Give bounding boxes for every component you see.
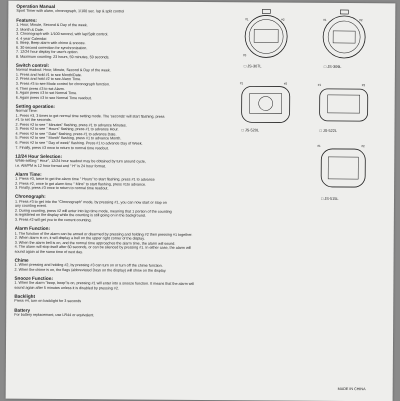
- svg-text:#2: #2: [361, 144, 365, 149]
- svg-text:#2: #2: [361, 83, 366, 88]
- section-line: 1. Press #3, 3 times to get normal time setting mode. The 'seconds' will start flashing, press: [15, 113, 165, 119]
- watch-models: [235, 6, 388, 207]
- svg-text:#1: #1: [245, 17, 249, 22]
- section-line: 5. Press #2 to see " Month" flashing, press #1 to advance Month.: [15, 136, 122, 141]
- svg-text:#2: #2: [281, 17, 285, 22]
- section-line: While setting " Hour", 12/24 hour readout may be obtained by turn around cycle,: [15, 158, 146, 164]
- section-line: i.e. AM/PM is 12 hour format and " H" is 24 hour format.: [15, 163, 107, 168]
- svg-text:#3: #3: [243, 53, 247, 58]
- stopwatch-icon: [315, 141, 371, 195]
- section-heading: 12/24 Hour Selection:: [15, 153, 63, 159]
- stopwatch-icon: [240, 8, 292, 60]
- stopwatch-icon: [318, 9, 370, 61]
- section-line: 2. Press #2 to see " Minutes" flashing, press #1 to advance Minutes.: [15, 122, 127, 128]
- section-line: 3. Chronograph with 1/100 second, with lap/Split control.: [16, 31, 109, 37]
- section-line: 2. When the chime is on, the flags (abbreviated Days on the display) will show on the display.: [14, 267, 167, 273]
- svg-text:#1: #1: [323, 17, 327, 22]
- section-line: 6. 30 second correction for synchronization.: [16, 45, 88, 50]
- section-line: 2. Press and hold #2 to see Alarm Time.: [15, 77, 82, 82]
- section-line: sound again after 5 minutes unless it is disabled by pressing #2.: [14, 285, 119, 291]
- watch-label: □ JS-522L: [319, 128, 338, 133]
- section-line: 3. Finally, press #3 once to return to normal time readout.: [15, 185, 109, 191]
- section-line: For battery replacement, use LR44 or equivalent.: [14, 312, 95, 318]
- watch-label: □ JS-520L: [241, 128, 260, 133]
- section-line: Press #4, turn on backlight for 3 seconds: [14, 299, 82, 304]
- section-line: 4. The alarm will stop itself after 60 seconds, or can be silenced by pressing #1. In either case, the alarm will: [14, 244, 192, 251]
- section-line: 2. Month & Date.: [16, 27, 44, 32]
- watch-label: □ JS-309L: [323, 64, 342, 69]
- section-line: 2. When alarm is on, it will display a bell on the upper right corner of the display.: [14, 235, 145, 241]
- section-line: 1. Press #3 to get into the "Chronograph" mode, by pressing #1, you can now start or stop on: [14, 199, 167, 205]
- section-line: 7. Finally, press #3 once to return to normal time readout.: [15, 145, 109, 150]
- section-heading: Chime: [14, 257, 29, 263]
- section-line: sound again at the same time of next day.: [14, 249, 83, 254]
- section-line: 3. When the alarm bell is on, and the normal time approaches the alarm time, the alarm will sound.: [14, 240, 176, 246]
- section-heading: Snooze Function:: [14, 275, 54, 281]
- svg-text:#1: #1: [239, 81, 244, 86]
- section-heading: Alarm Function:: [14, 225, 51, 232]
- section-line: is registered on the display while the counting is still going on in the background.: [14, 213, 146, 219]
- watch-label: □ JS-307L: [243, 64, 262, 69]
- section-line: any counting event.: [14, 204, 47, 209]
- section-line: 1. When pressing and holding #2, by pressing #3 can turn on or turn off the chime function.: [14, 262, 163, 269]
- section-line: #1 to set the seconds.: [15, 117, 52, 123]
- section-heading: Battery: [14, 307, 31, 313]
- section-line: Normal readout: Hour, Minute, Second & Day of the week.: [15, 68, 111, 73]
- manual-intro: Sport Timer with alarm, chronograph, 1/100 sec. lap & split control: [16, 9, 125, 14]
- section-line: 3. Press #2 will get you to the current counting.: [14, 217, 92, 223]
- section-heading: Setting operation:: [15, 103, 55, 109]
- section-line: 1. Press and hold #1 to see Month/Date.: [15, 72, 82, 78]
- section-heading: Alarm Time:: [15, 171, 42, 177]
- section-line: 5. Again press #3 to set Normal Time.: [15, 90, 78, 96]
- section-line: 3. Press #3 to see Mode control for chronograph function.: [15, 81, 110, 87]
- manual-title: Operation Manual: [16, 3, 56, 9]
- section-line: 4. Press #2 to see " Date" flashing, press #1 to advance Date.: [15, 131, 117, 137]
- manual-sheet: [6, 1, 396, 401]
- manual-text: [14, 4, 248, 319]
- svg-text:#1: #1: [317, 82, 322, 87]
- section-line: 4. 4 year Calendar.: [16, 36, 48, 41]
- section-line: 1. Hour, Minute, Second & Day of the week.: [16, 22, 88, 28]
- svg-text:#2: #2: [359, 18, 363, 23]
- section-heading: Switch control:: [15, 62, 50, 68]
- section-line: 1. Press #3, twice to get the alarm time " Hours" to start flashing, press #1 to advance: [15, 176, 155, 182]
- section-heading: Features:: [16, 17, 37, 23]
- section-line: 6. Press #2 to see " Day of week" flashing. Press #1 to advance Day of Week.: [15, 140, 143, 146]
- section-line: 2. Press #2, once to get alarm time " Mins" to start flashing, press #1to advance.: [15, 181, 147, 187]
- section-line: 6. Again press #3 to see Normal Time readout.: [15, 95, 92, 100]
- section-line: 1. When the alarm "beep, beep"is on, pressing #1 will enter into a snooze function. It means that the alarm will: [14, 281, 194, 287]
- section-heading: Backlight: [14, 293, 36, 299]
- stopwatch-icon: [316, 77, 372, 129]
- section-line: 2. During counting, press #2 will enter into lap time mode, meaning that 1 portion of the counting: [14, 208, 172, 214]
- section-line: 1. The function of the alarm can be armed or disarmed by pressing and holding #2 then pressing #1 together.: [14, 231, 193, 237]
- section-line: 4. Then press #3 to set Alarm.: [15, 86, 65, 91]
- manual-sections: [14, 17, 248, 319]
- section-line: 7. 12/24 hour display for user's option.: [16, 49, 79, 55]
- section-line: 5. Beep, Beep alarm with chime & snooze.: [16, 40, 86, 46]
- svg-text:#2: #2: [283, 81, 288, 86]
- section-line: 3. Press #2 to see " Hours" flashing, press #1 to advance Hour.: [15, 127, 119, 132]
- section-heading: Chronograph:: [15, 194, 46, 200]
- section-line: Normal Time:: [15, 108, 38, 114]
- watch-label: □ JS-515L: [321, 196, 339, 201]
- section-line: 8. Maximum counting: 23 hours, 59 minutes, 59 seconds.: [15, 54, 110, 60]
- svg-text:#1: #1: [317, 143, 321, 148]
- made-in-label: MADE IN CHINA: [337, 386, 366, 392]
- stopwatch-icon: [238, 76, 294, 128]
